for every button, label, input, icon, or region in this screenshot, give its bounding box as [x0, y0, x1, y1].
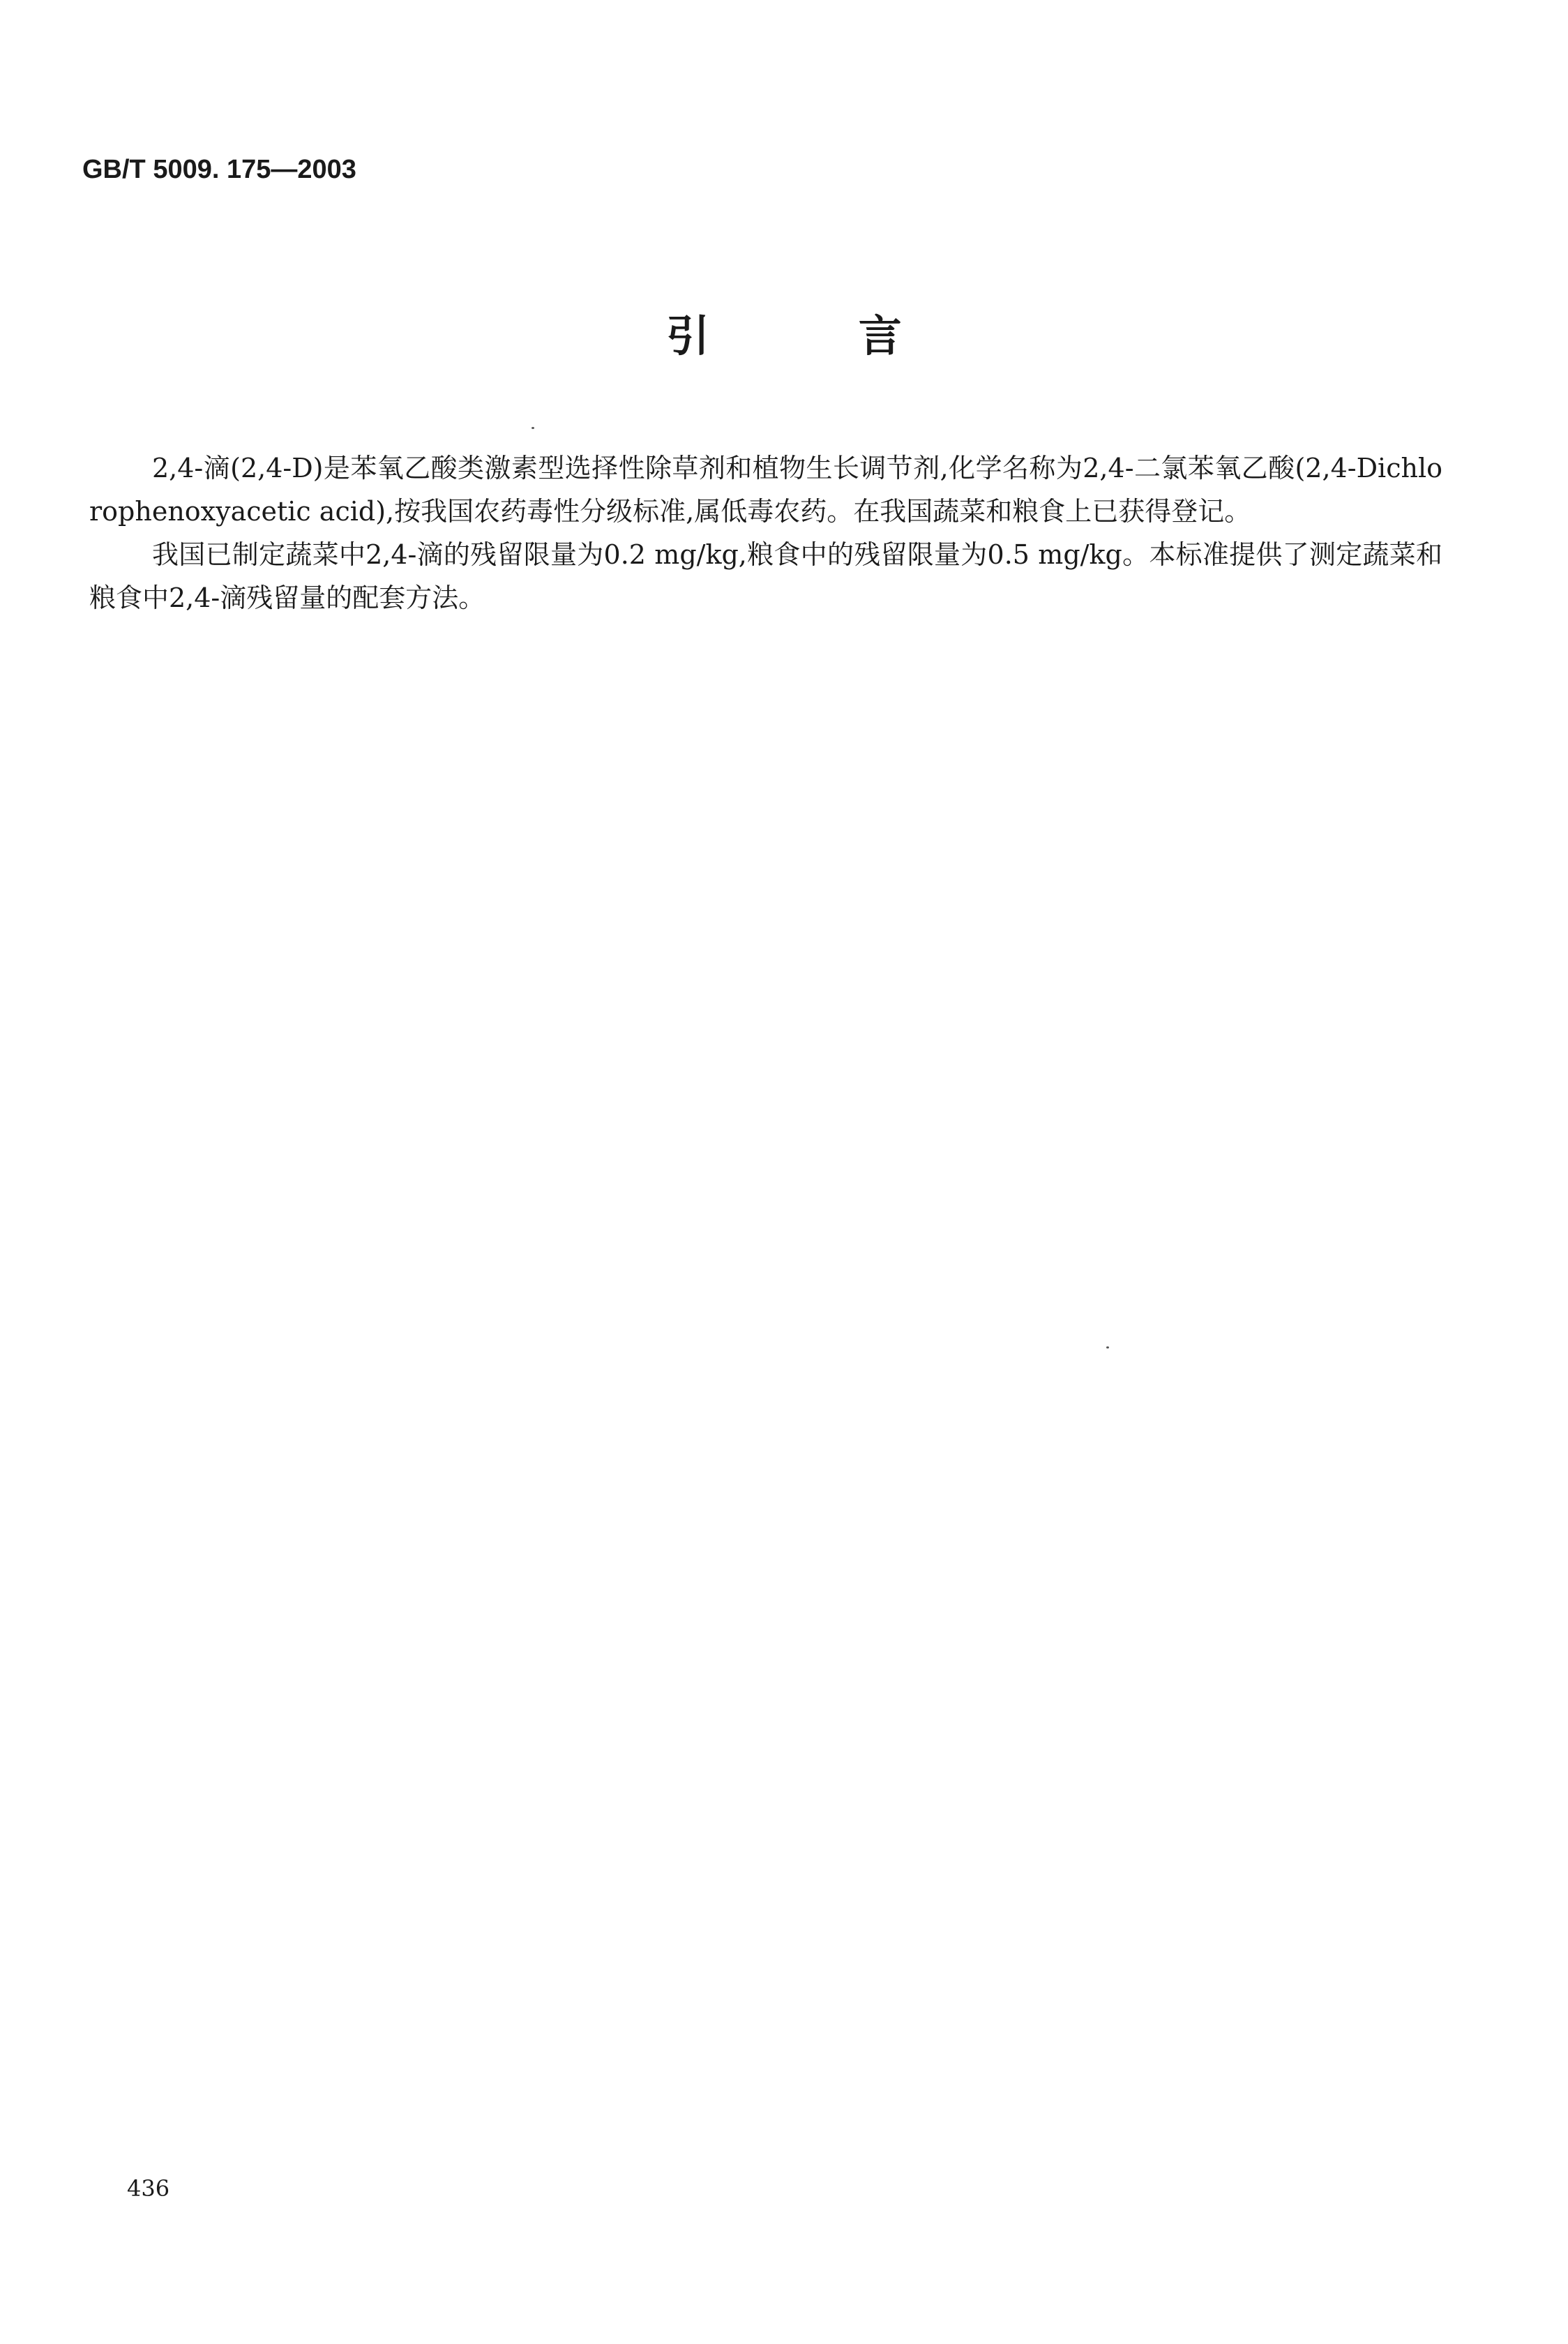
scan-speck — [532, 427, 534, 429]
page-number: 436 — [127, 2175, 170, 2202]
paragraph-2: 我国已制定蔬菜中2,4-滴的残留限量为0.2 mg/kg,粮食中的残留限量为0.5 mg/kg。本标准提供了测定蔬菜和粮食中2,4-滴残留量的配套方法。 — [89, 539, 1442, 613]
body-text — [89, 446, 1442, 619]
scan-speck — [1106, 1346, 1109, 1348]
standard-code: GB/T 5009. 175—2003 — [82, 155, 356, 184]
paragraph-1: 2,4-滴(2,4-D)是苯氧乙酸类激素型选择性除草剂和植物生长调节剂,化学名称为2,4-二氯苯氧乙酸(2,4-Dichlorophenoxyacetic acid),按我国农药毒性分级标准,属低毒农药。在我国蔬菜和粮食上已获得登记。 — [89, 453, 1442, 527]
section-title: 引 言 — [666, 310, 969, 361]
